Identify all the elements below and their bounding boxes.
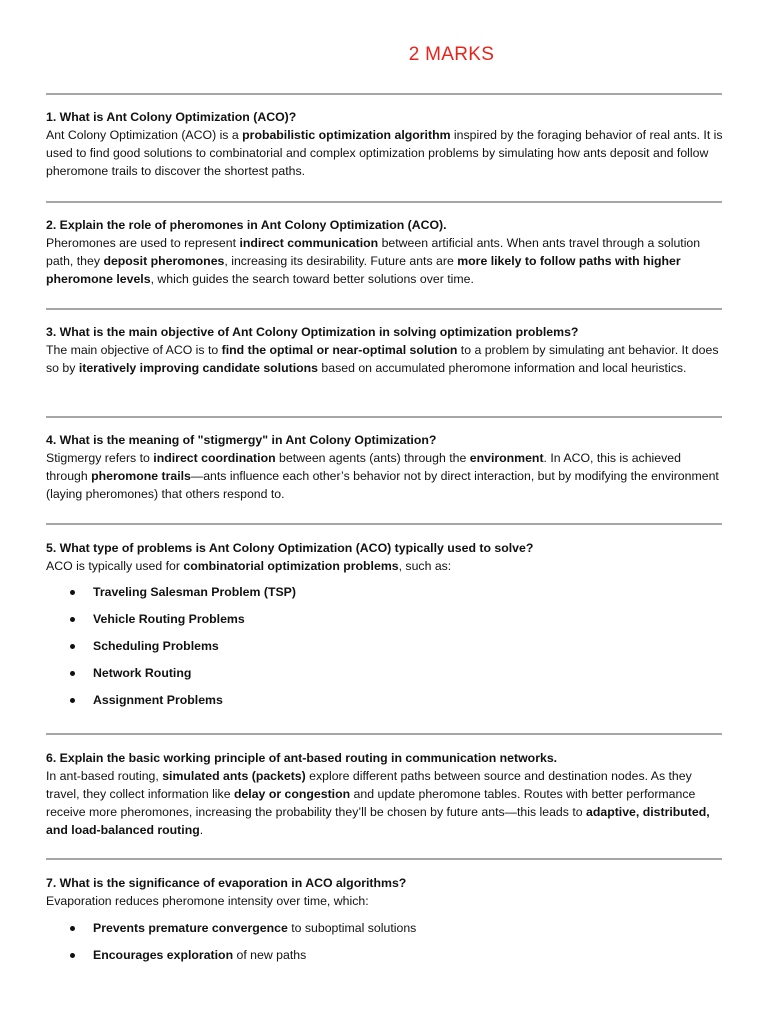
section-2 [46,216,726,288]
list-item: Network Routing [46,664,726,691]
section-6 [46,749,726,839]
section-1 [46,108,726,180]
divider [46,308,722,310]
divider [46,733,722,735]
bullet-icon [70,644,75,649]
list-item: Scheduling Problems [46,637,726,664]
bullet-icon [70,698,75,703]
section-4 [46,431,726,503]
bullet-icon [70,926,75,931]
list-item: Vehicle Routing Problems [46,610,726,637]
problem-list [46,583,726,718]
answer-4: Stigmergy refers to indirect coordination between agents (ants) through the environment. In ACO, this is achieved through pheromone trails—ants influence each other’s behavior not by direct interaction, but by modifying the environment (laying pheromones) that others respond to. [46,451,719,501]
bullet-icon [70,953,75,958]
question-2: 2. Explain the role of pheromones in Ant Colony Optimization (ACO). [46,218,447,232]
page-title: 2 MARKS [408,44,495,65]
bullet-icon [70,617,75,622]
answer-7-intro: Evaporation reduces pheromone intensity over time, which: [46,894,369,908]
answer-6: In ant-based routing, simulated ants (packets) explore different paths between source and destination nodes. As they travel, they collect information like delay or congestion and update pheromone tables. Routes with better performance receive more pheromones, increasing the probability they’ll be chosen by future ants—this leads to adaptive, distributed, and load-balanced routing. [46,769,710,837]
question-5: 5. What type of problems is Ant Colony Optimization (ACO) typically used to solve? [46,541,534,555]
answer-2: Pheromones are used to represent indirect communication between artificial ants. When ants travel through a solution path, they deposit pheromones, increasing its desirability. Future ants are more likely to follow paths with higher pheromone levels, which guides the search toward better solutions over time. [46,236,701,286]
divider [46,93,722,95]
divider [46,201,722,203]
bullet-icon [70,590,75,595]
question-1: 1. What is Ant Colony Optimization (ACO)? [46,110,297,124]
question-4: 4. What is the meaning of "stigmergy" in Ant Colony Optimization? [46,433,437,447]
list-item: Traveling Salesman Problem (TSP) [46,583,726,610]
question-3: 3. What is the main objective of Ant Colony Optimization in solving optimization problems? [46,325,579,339]
answer-1: Ant Colony Optimization (ACO) is a probabilistic optimization algorithm inspired by the foraging behavior of real ants. It is used to find good solutions to combinatorial and complex optimization problems by simulating how ants deposit and follow pheromone trails to discover the shortest paths. [46,128,723,178]
list-item: Prevents premature convergence to suboptimal solutions [46,919,726,946]
question-6: 6. Explain the basic working principle of ant-based routing in communication networks. [46,751,558,765]
section-7 [46,874,726,973]
answer-5: ACO is typically used for combinatorial optimization problems, such as: [46,559,452,573]
question-7: 7. What is the significance of evaporation in ACO algorithms? [46,876,407,890]
evaporation-list [46,919,726,973]
section-5 [46,539,726,718]
answer-3: The main objective of ACO is to find the optimal or near-optimal solution to a problem by simulating ant behavior. It does so by iteratively improving candidate solutions based on accumulated pheromone information and local heuristics. [46,343,719,375]
divider [46,416,722,418]
divider [46,523,722,525]
bullet-icon [70,671,75,676]
divider [46,858,722,860]
list-item: Assignment Problems [46,691,726,718]
section-3 [46,323,726,377]
list-item: Encourages exploration of new paths [46,946,726,973]
